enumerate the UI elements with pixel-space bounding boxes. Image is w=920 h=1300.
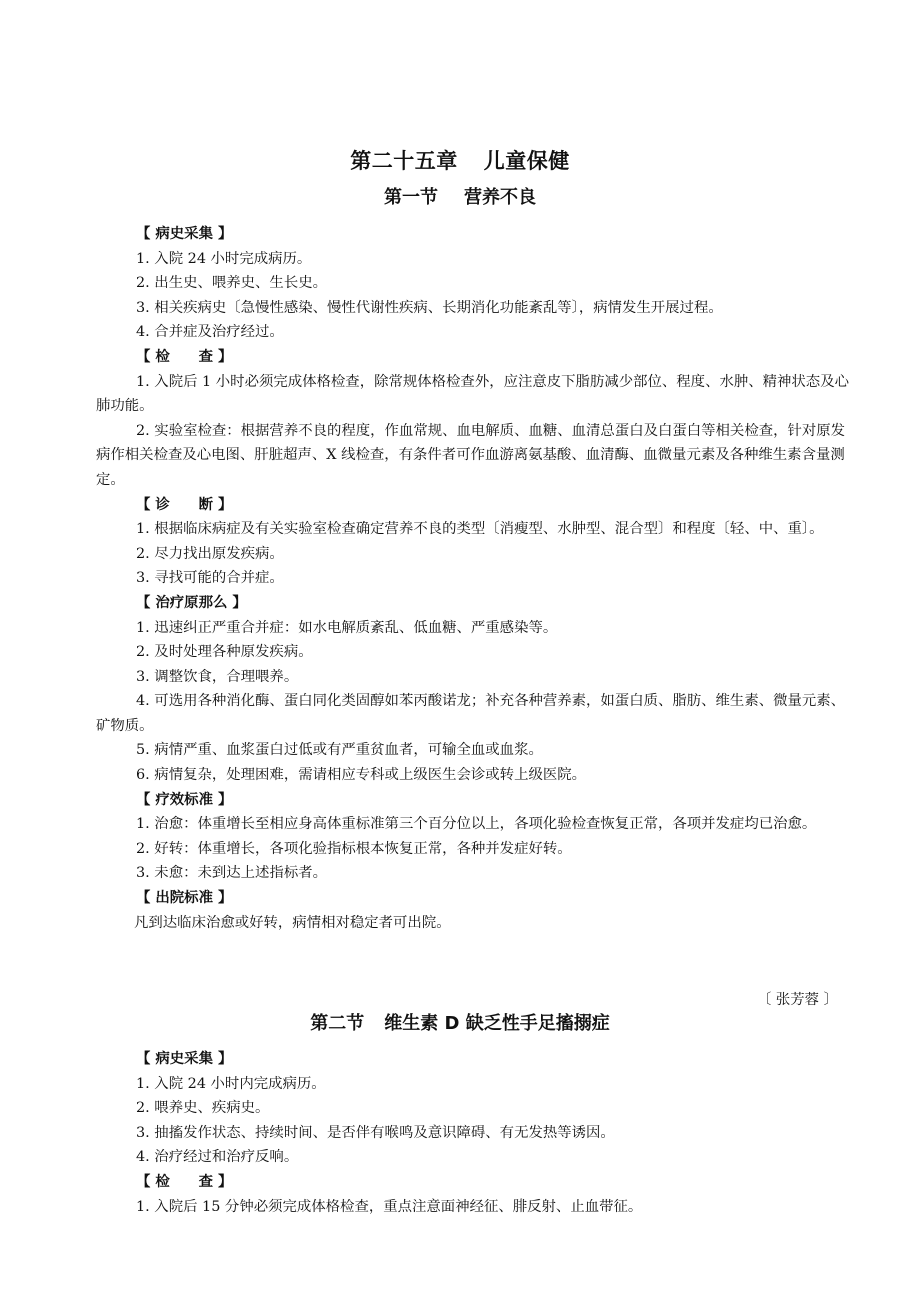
diagnosis-item: 1. 根据临床病症及有关实验室检查确定营养不良的类型〔消瘦型、水肿型、混合型〕和程度〔轻、中、重〕。 xyxy=(136,521,824,538)
history-item: 1. 入院 24 小时完成病历。 xyxy=(136,250,312,267)
exam-heading: 【 检 查 】 xyxy=(136,348,233,365)
section-1-title xyxy=(0,186,920,210)
efficacy-item: 2. 好转：体重增长，各项化验指标根本恢复正常，各种并发症好转。 xyxy=(136,840,572,857)
treatment-item: 1. 迅速纠正严重合并症：如水电解质紊乱、低血糖、严重感染等。 xyxy=(136,619,558,636)
treatment-item: 5. 病情严重、血浆蛋白过低或有严重贫血者，可输全血或血浆。 xyxy=(136,742,543,759)
section-1-number: 第一节 xyxy=(384,187,438,208)
section-1-name: 营养不良 xyxy=(464,187,536,208)
history-item: 4. 治疗经过和治疗反响。 xyxy=(136,1149,299,1166)
chapter-number: 第二十五章 xyxy=(350,149,458,173)
section-2-body xyxy=(96,1047,856,1219)
exam-item: 1. 入院后 15 分钟必须完成体格检查，重点注意面神经征、腓反射、止血带征。 xyxy=(136,1198,643,1215)
history-item: 3. 相关疾病史〔急慢性感染、慢性代谢性疾病、长期消化功能紊乱等〕，病情发生开展过程。 xyxy=(136,299,723,316)
treatment-item: 2. 及时处理各种原发疾病。 xyxy=(136,644,313,661)
section-2-title xyxy=(0,1012,920,1036)
exam-item: 2. 实验室检查：根据营养不良的程度，作血常规、血电解质、血糖、血清总蛋白及白蛋白等相关检查，针对原发病作相关检查及心电图、肝脏超声、X 线检查，有条件者可作血游离氨基酸、血清酶、血微量元素及各种维生素含量测定。 xyxy=(96,422,846,488)
efficacy-heading: 【 疗效标准 】 xyxy=(136,791,233,808)
treatment-heading: 【 治疗原那么 】 xyxy=(136,594,247,611)
discharge-heading: 【 出院标准 】 xyxy=(136,890,233,907)
history-item: 4. 合并症及治疗经过。 xyxy=(136,324,284,341)
treatment-item: 3. 调整饮食，合理喂养。 xyxy=(136,668,299,685)
history-item: 2. 出生史、喂养史、生长史。 xyxy=(136,275,327,292)
section-2-number: 第二节 xyxy=(310,1013,365,1034)
chapter-name: 儿童保健 xyxy=(483,149,570,173)
history-item: 2. 喂养史、疾病史。 xyxy=(136,1100,270,1117)
chapter-title xyxy=(0,147,920,175)
exam-heading: 【 检 查 】 xyxy=(136,1173,233,1190)
section-1-body xyxy=(96,222,856,935)
section-2-name: 维生素 D 缺乏性手足搐搦症 xyxy=(384,1013,610,1034)
treatment-item: 4. 可选用各种消化酶、蛋白同化类固醇如苯丙酸诺龙；补充各种营养素，如蛋白质、脂肪、维生素、微量元素、矿物质。 xyxy=(96,693,846,734)
author-credit: 〔 张芳蓉 〕 xyxy=(756,992,838,1008)
exam-item: 1. 入院后 1 小时必须完成体格检查，除常规体格检查外，应注意皮下脂肪减少部位、程度、水肿、精神状态及心肺功能。 xyxy=(96,373,849,415)
efficacy-item: 3. 未愈：未到达上述指标者。 xyxy=(136,865,327,882)
diagnosis-item: 3. 寻找可能的合并症。 xyxy=(136,570,284,587)
efficacy-item: 1. 治愈：体重增长至相应身高体重标准第三个百分位以上，各项化验检查恢复正常，各项并发症均已治愈。 xyxy=(136,816,817,833)
history-heading: 【 病史采集 】 xyxy=(136,1051,233,1067)
treatment-item: 6. 病情复杂，处理困难，需请相应专科或上级医生会诊或转上级医院。 xyxy=(136,767,587,784)
diagnosis-item: 2. 尽力找出原发疾病。 xyxy=(136,545,284,562)
history-heading: 【 病史采集 】 xyxy=(136,226,233,242)
diagnosis-heading: 【 诊 断 】 xyxy=(136,496,233,513)
history-item: 3. 抽搐发作状态、持续时间、是否伴有喉鸣及意识障碍、有无发热等诱因。 xyxy=(136,1124,615,1141)
history-item: 1. 入院 24 小时内完成病历。 xyxy=(136,1075,326,1092)
discharge-text: 凡到达临床治愈或好转，病情相对稳定者可出院。 xyxy=(134,914,451,931)
